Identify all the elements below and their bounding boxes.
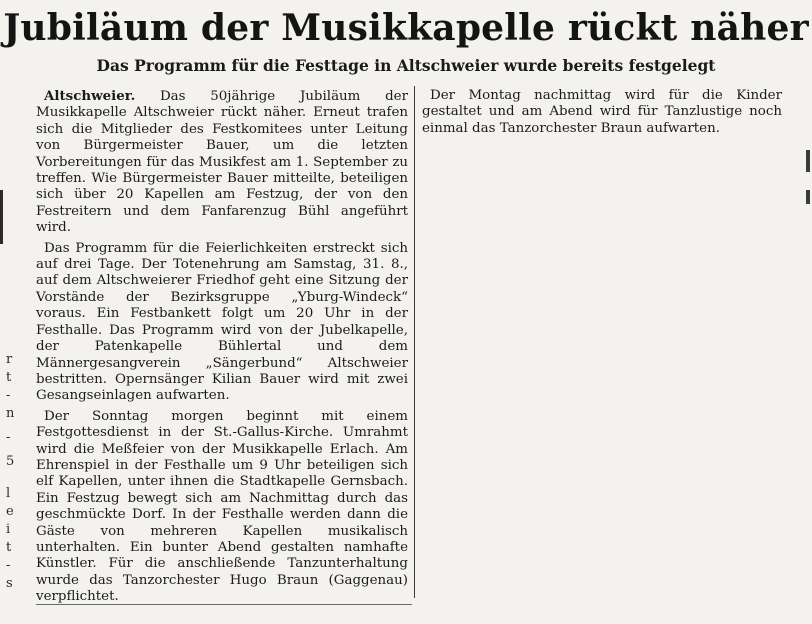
adjacent-column-edge (806, 150, 810, 172)
article-column-left (36, 88, 408, 610)
headline: Jubiläum der Musikkapelle rückt näher (3, 7, 809, 49)
margin-fragment: e (6, 504, 14, 519)
adjacent-column-edge (806, 190, 810, 204)
margin-fragment: 5 (6, 454, 15, 469)
paragraph-4: Der Montag nachmittag wird für die Kinder gestaltet und am Abend wird für Tanzlustige noch einmal das Tanzorchester Braun aufwarten. (422, 88, 782, 136)
subheadline: Das Programm für die Festtage in Altschweier wurde bereits festgelegt (96, 56, 716, 75)
paragraph-1 (36, 88, 408, 237)
margin-fragment: t (6, 540, 12, 555)
margin-fragment: - (6, 388, 11, 403)
column-divider (414, 86, 415, 598)
article-column-right (422, 88, 782, 141)
margin-fragment: - (6, 558, 11, 573)
margin-fragment: s (6, 576, 13, 591)
adjacent-column-fragments (0, 0, 22, 624)
margin-fragment: n (6, 406, 15, 421)
dateline: Altschweier. (44, 88, 136, 104)
margin-fragment: l (6, 486, 11, 501)
margin-fragment: r (6, 352, 13, 367)
paragraph-3: Der Sonntag morgen beginnt mit einem Festgottesdienst in der St.-Gallus-Kirche. Umrahmt wird die Meßfeier von der Musikkapelle Erlach. Am Ehrenspiel in der Festhalle um 9 Uhr beteiligen sich elf Kapellen, unter ihnen die Stadtkapelle Gernsbach. Ein Festzug bewegt sich am Nachmittag durch das geschmückte Dorf. In der Festhalle werden dann die Gäste von mehreren Kapellen musikalisch unterhalten. Ein bunter Abend gestalten namhafte Künstler. Für die anschließende Tanzunterhaltung wurde das Tanzorchester Hugo Braun (Gaggenau) verpflichtet. (36, 408, 408, 605)
adjacent-column-bar (0, 190, 3, 244)
paragraph-2: Das Programm für die Feierlichkeiten erstreckt sich auf drei Tage. Der Totenehrung am Samstag, 31. 8., auf dem Altschweierer Friedhof geht eine Sitzung der Vorstände der Bezirksgruppe „Yburg-Windeck“ voraus. Ein Festbankett folgt um 20 Uhr in der Festhalle. Das Programm wird von der Jubelkapelle, der Patenkapelle Bühlertal und dem Männergesangverein „Sängerbund“ Altschweier bestritten. Opernsänger Kilian Bauer wird mit zwei Gesangseinlagen aufwarten. (36, 240, 408, 404)
bottom-rule (36, 604, 412, 605)
margin-fragment: i (6, 522, 11, 537)
margin-fragment: - (6, 430, 11, 445)
paragraph-1-text: Das 50jährige Jubiläum der Musikkapelle Altschweier rückt näher. Erneut trafen sich die Mitglieder des Festkomitees unter Leitung von Bürgermeister Bauer, um die letzten Vorbereitungen für das Musikfest am 1. September zu treffen. Wie Bürgermeister Bauer mitteilte, beteiligen sich über 20 Kapellen am Festzug, der von den Festreitern und dem Fanfarenzug Bühl angeführt wird. (36, 89, 408, 236)
margin-fragment: t (6, 370, 12, 385)
